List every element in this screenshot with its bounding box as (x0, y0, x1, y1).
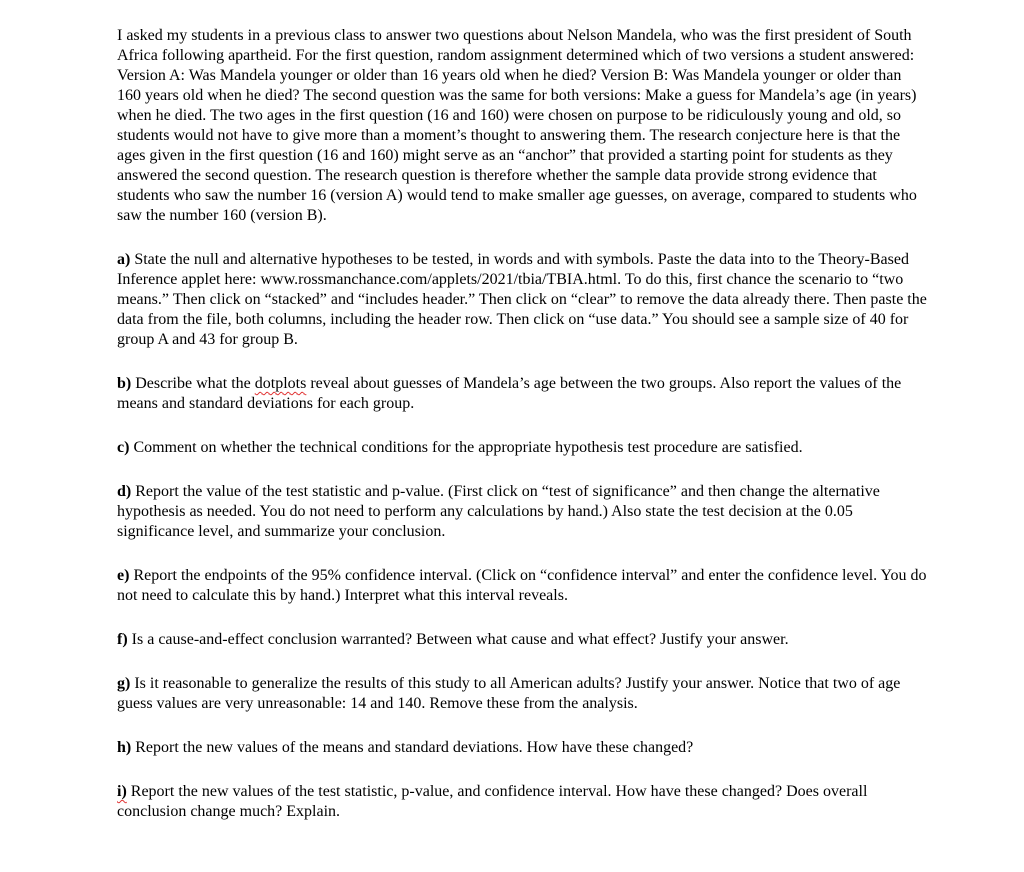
question-e-label: e) (117, 567, 130, 584)
question-a-text: State the null and alternative hypotheses to be tested, in words and with symbols. Paste the data into to the Theory-Based Inference applet here: www.rossmanchance.com/applets/2021/tbia/TBIA.html. To do this, first chance the scenario to “two means.” Then click on “stacked” and “includes header.” Then click on “clear” to remove the data already there. Then paste the data from the file, both columns, including the header row. Then click on “use data.” You should see a sample size of 40 for group A and 43 for group B. (117, 251, 927, 348)
question-e-text: Report the endpoints of the 95% confidence interval. (Click on “confidence interval” and enter the confidence level. You do not need to calculate this by hand.) Interpret what this interval reveals. (117, 567, 927, 604)
question-c-label: c) (117, 439, 130, 456)
question-b-text-before: Describe what the (135, 375, 255, 392)
question-a (117, 250, 927, 350)
question-i-text: Report the new values of the test statistic, p-value, and confidence interval. How have these changed? Does overall conclusion change much? Explain. (117, 783, 868, 820)
question-g (117, 674, 927, 714)
question-h-label: h) (117, 739, 132, 756)
question-e (117, 566, 927, 606)
question-a-label: a) (117, 251, 131, 268)
question-f (117, 630, 927, 650)
question-g-text: Is it reasonable to generalize the results of this study to all American adults? Justify your answer. Notice that two of age guess values are very unreasonable: 14 and 140. Remove these from the analysis. (117, 675, 901, 712)
question-b-label: b) (117, 375, 132, 392)
question-b (117, 374, 927, 414)
question-h-text: Report the new values of the means and standard deviations. How have these changed? (135, 739, 694, 756)
misspelled-word-dotplots: dotplots (254, 375, 307, 392)
question-b-text-after: reveal about guesses of Mandela’s age between the two groups. Also report the values of the means and standard deviations for each group. (117, 375, 902, 412)
question-d-text: Report the value of the test statistic and p-value. (First click on “test of significance” and then change the alternative hypothesis as needed. You do not need to perform any calculations by hand.) Also state the test decision at the 0.05 significance level, and summarize your conclusion. (117, 483, 880, 540)
question-d (117, 482, 927, 542)
question-d-label: d) (117, 483, 132, 500)
question-c (117, 438, 927, 458)
question-f-text: Is a cause-and-effect conclusion warranted? Between what cause and what effect? Justify your answer. (131, 631, 789, 648)
question-i-label: i) (117, 783, 127, 800)
question-h (117, 738, 927, 758)
question-i (117, 782, 927, 822)
question-g-label: g) (117, 675, 131, 692)
question-c-text: Comment on whether the technical conditions for the appropriate hypothesis test procedure are satisfied. (133, 439, 803, 456)
intro-paragraph: I asked my students in a previous class to answer two questions about Nelson Mandela, who was the first president of South Africa following apartheid. For the first question, random assignment determined which of two versions a student answered: Version A: Was Mandela younger or older than 16 years old when he died? Version B: Was Mandela younger or older than 160 years old when he died? The second question was the same for both versions: Make a guess for Mandela’s age (in years) when he died. The two ages in the first question (16 and 160) were chosen on purpose to be ridiculously young and old, so students would not have to give more than a moment’s thought to answering them. The research conjecture here is that the ages given in the first question (16 and 160) might serve as an “anchor” that provided a starting point for students as they answered the second question. The research question is therefore whether the sample data provide strong evidence that students who saw the number 16 (version A) would tend to make smaller age guesses, on average, compared to students who saw the number 160 (version B). (117, 27, 917, 224)
question-f-label: f) (117, 631, 128, 648)
